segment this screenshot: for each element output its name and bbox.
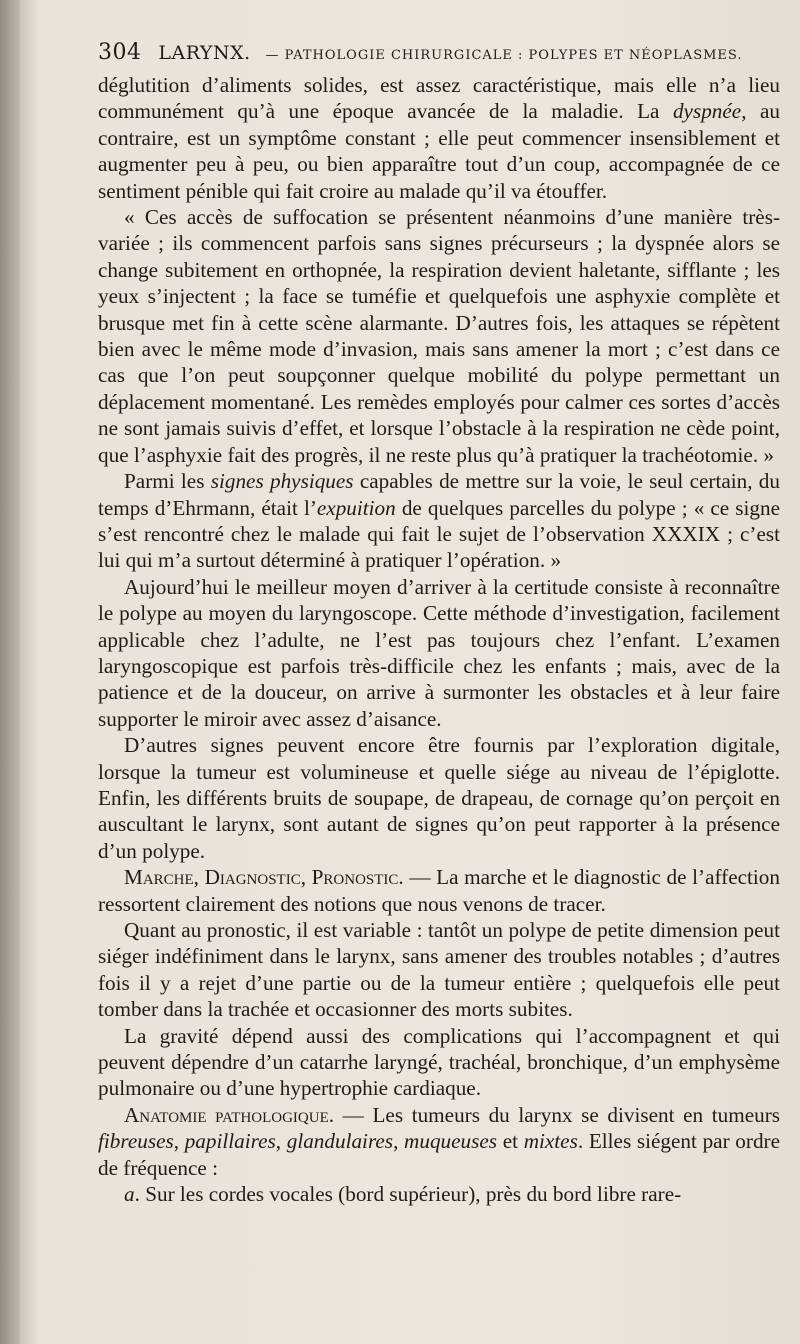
paragraph: Aujourd’hui le meilleur moyen d’arriver à la certitude consiste à reconnaître le polype au moyen du laryngoscope. Cette méthode d’investigation, facilement applicable chez l’adulte, ne l’est pas toujours chez l’enfant. L’examen laryngoscopique est parfois très-difficile chez les enfants ; mais, avec de la patience et de la douceur, on arrive à surmonter les obstacles et à leur faire supporter le miroir avec assez d’aisance. — [98, 574, 780, 731]
page-gutter — [0, 0, 20, 1344]
header-running-title: — PATHOLOGIE CHIRURGICALE : POLYPES ET NÉOPLASMES. — [265, 48, 743, 63]
paragraph: D’autres signes peuvent encore être fournis par l’exploration digitale, lorsque la tumeur est volumineuse et quelle siége au niveau de l’épiglotte. Enfin, les différents bruits de soupape, de drapeau, de cornage qu’on perçoit en auscultant le larynx, sont autant de signes qu’on peut rapporter à la présence d’un polype. — [98, 733, 780, 863]
section-anatomie-pathologique: Anatomie pathologique. — Les tumeurs du larynx se divisent en tumeurs fibreuses, papillaires, glandulaires, muqueuses et mixtes. Elles siégent par ordre de fréquence : — [98, 1102, 781, 1180]
header-title: LARYNX. — [158, 42, 251, 64]
body-text — [98, 72, 780, 1207]
list-item-a: a. Sur les cordes vocales (bord supérieur), près du bord libre rare- — [124, 1182, 682, 1207]
running-header — [98, 40, 778, 65]
paragraph: La gravité dépend aussi des complications qui l’accompagnent et qui peuvent dépendre d’un catarrhe laryngé, trachéal, bronchique, d’un emphysème pulmonaire ou d’une hypertrophie cardiaque. — [98, 1023, 780, 1101]
paragraph: Quant au pronostic, il est variable : tantôt un polype de petite dimension peut siéger indéfiniment dans le larynx, sans amener des troubles notables ; d’autres fois il y a rejet d’une partie ou de la tumeur entière ; quelquefois elle peut tomber dans la trachée et occasionner des morts subites. — [98, 918, 780, 1022]
section-marche-diagnostic: Marche, Diagnostic, Pronostic. — La marche et le diagnostic de l’affection ressortent clairement des notions que nous venons de tracer. — [98, 865, 780, 916]
paragraph: Parmi les signes physiques capables de mettre sur la voie, le seul certain, du temps d’Ehrmann, était l’expuition de quelques parcelles du polype ; « ce signe s’est rencontré chez le malade qui fait le sujet de l’observation XXXIX ; c’est lui qui m’a surtout déterminé à pratiquer l’opération. » — [98, 469, 780, 573]
paragraph: « Ces accès de suffocation se présentent néanmoins d’une manière très-variée ; ils commencent parfois sans signes précurseurs ; la dyspnée alors se change subitement en orthopnée, la respiration devient haletante, sifflante ; les yeux s’injectent ; la face se tuméfie et quelquefois une asphyxie complète et brusque met fin à cette scène alarmante. D’autres fois, les attaques se répètent bien avec le même mode d’invasion, mais sans amener la mort ; c’est dans ce cas que l’on peut soupçonner quelque mobilité du polype permettant un déplacement momentané. Les remèdes employés pour calmer ces sortes d’accès ne sont jamais suivis d’effet, et lorsque l’obstacle à la respiration ne cède point, que l’asphyxie fait des progrès, il ne reste plus qu’à pratiquer la trachéotomie. » — [98, 205, 780, 467]
paragraph: déglutition d’aliments solides, est assez caractéristique, mais elle n’a lieu communément qu’à une époque avancée de la maladie. La dyspnée, au contraire, est un symptôme constant ; elle peut commencer insensiblement et augmenter peu à peu, ou bien apparaître tout d’un coup, accompagnée de ce sentiment pénible qui fait croire au malade qu’il va étouffer. — [98, 73, 780, 203]
page-number: 304 — [98, 40, 142, 65]
